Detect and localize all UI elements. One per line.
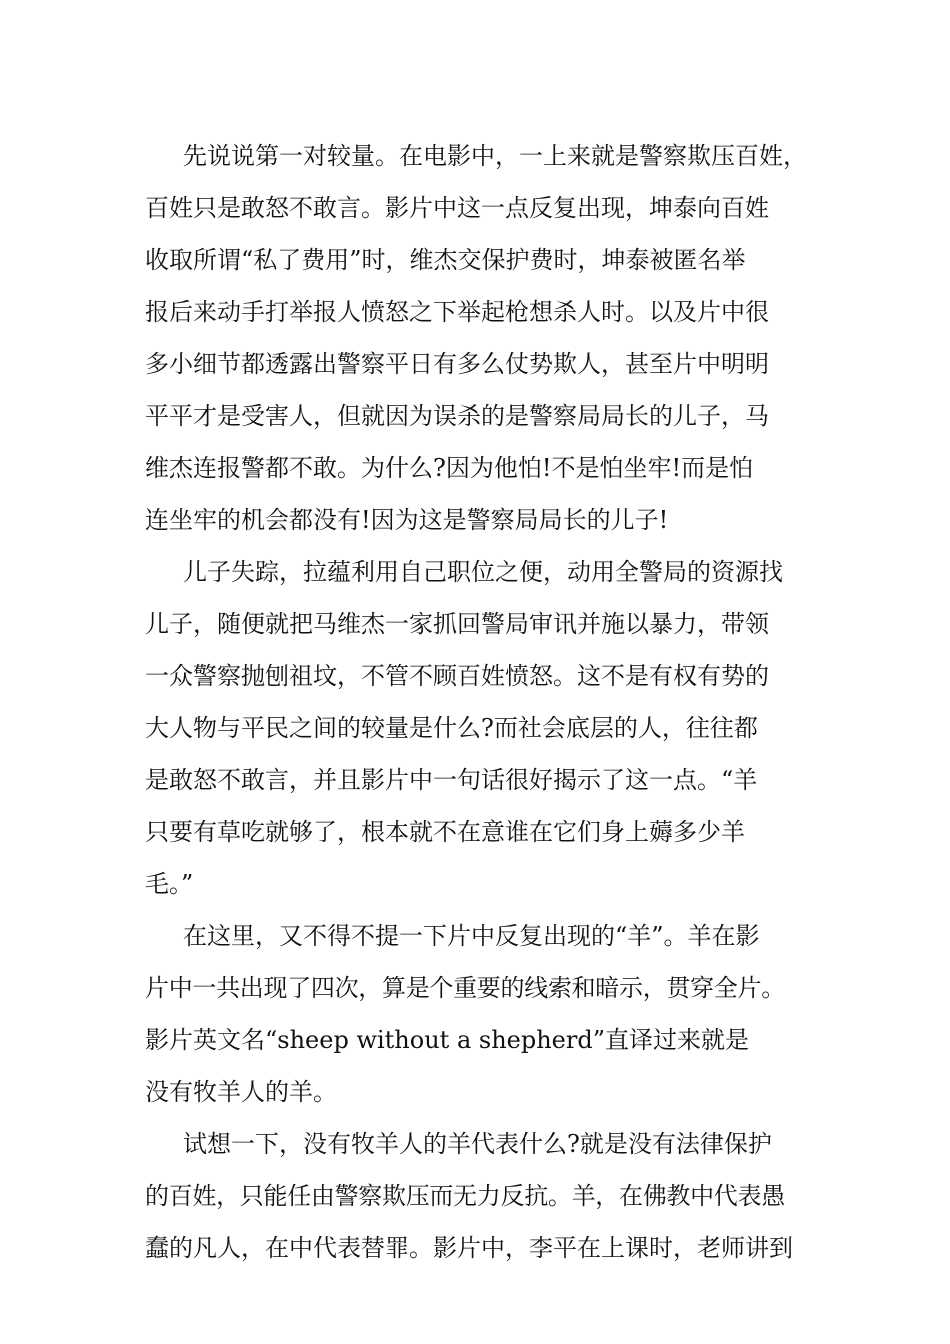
text-line: 片中一共出现了四次，算是个重要的线索和暗示，贯穿全片。 bbox=[145, 974, 785, 1002]
text-line: 没有牧羊人的羊。 bbox=[145, 1078, 337, 1106]
text-line: 试想一下，没有牧羊人的羊代表什么?就是没有法律保护 bbox=[183, 1130, 772, 1158]
text-line: 蠢的凡人，在中代表替罪。影片中，李平在上课时，老师讲到 bbox=[145, 1234, 793, 1262]
paragraph-1 bbox=[145, 130, 810, 546]
text-line: 百姓只是敢怒不敢言。影片中这一点反复出现，坤泰向百姓 bbox=[145, 194, 769, 222]
text-line: 影片英文名“sheep without a shepherd”直译过来就是 bbox=[145, 1026, 749, 1054]
text-line: 一众警察抛刨祖坟，不管不顾百姓愤怒。这不是有权有势的 bbox=[145, 662, 769, 690]
document-body bbox=[145, 130, 810, 1274]
text-line: 只要有草吃就够了，根本就不在意谁在它们身上薅多少羊 bbox=[145, 818, 745, 846]
text-line: 先说说第一对较量。在电影中，一上来就是警察欺压百姓， bbox=[183, 142, 807, 170]
text-line: 平平才是受害人，但就因为误杀的是警察局局长的儿子，马 bbox=[145, 402, 769, 430]
paragraph-3 bbox=[145, 910, 810, 1118]
text-line: 大人物与平民之间的较量是什么?而社会底层的人，往往都 bbox=[145, 714, 758, 742]
text-line: 儿子，随便就把马维杰一家抓回警局审讯并施以暴力，带领 bbox=[145, 610, 769, 638]
text-line: 儿子失踪，拉蕴利用自己职位之便，动用全警局的资源找 bbox=[183, 558, 783, 586]
text-line: 多小细节都透露出警察平日有多么仗势欺人，甚至片中明明 bbox=[145, 350, 769, 378]
paragraph-2 bbox=[145, 546, 810, 910]
text-line: 维杰连报警都不敢。为什么?因为他怕!不是怕坐牢!而是怕 bbox=[145, 454, 754, 482]
text-line: 毛。” bbox=[145, 870, 194, 898]
paragraph-4 bbox=[145, 1118, 810, 1274]
text-line: 连坐牢的机会都没有!因为这是警察局局长的儿子! bbox=[145, 506, 669, 534]
text-line: 报后来动手打举报人愤怒之下举起枪想杀人时。以及片中很 bbox=[145, 298, 769, 326]
text-line: 是敢怒不敢言，并且影片中一句话很好揭示了这一点。“羊 bbox=[145, 766, 758, 794]
text-line: 收取所谓“私了费用”时，维杰交保护费时，坤泰被匿名举 bbox=[145, 246, 746, 274]
text-line: 在这里，又不得不提一下片中反复出现的“羊”。羊在影 bbox=[183, 922, 760, 950]
text-line: 的百姓，只能任由警察欺压而无力反抗。羊，在佛教中代表愚 bbox=[145, 1182, 785, 1210]
